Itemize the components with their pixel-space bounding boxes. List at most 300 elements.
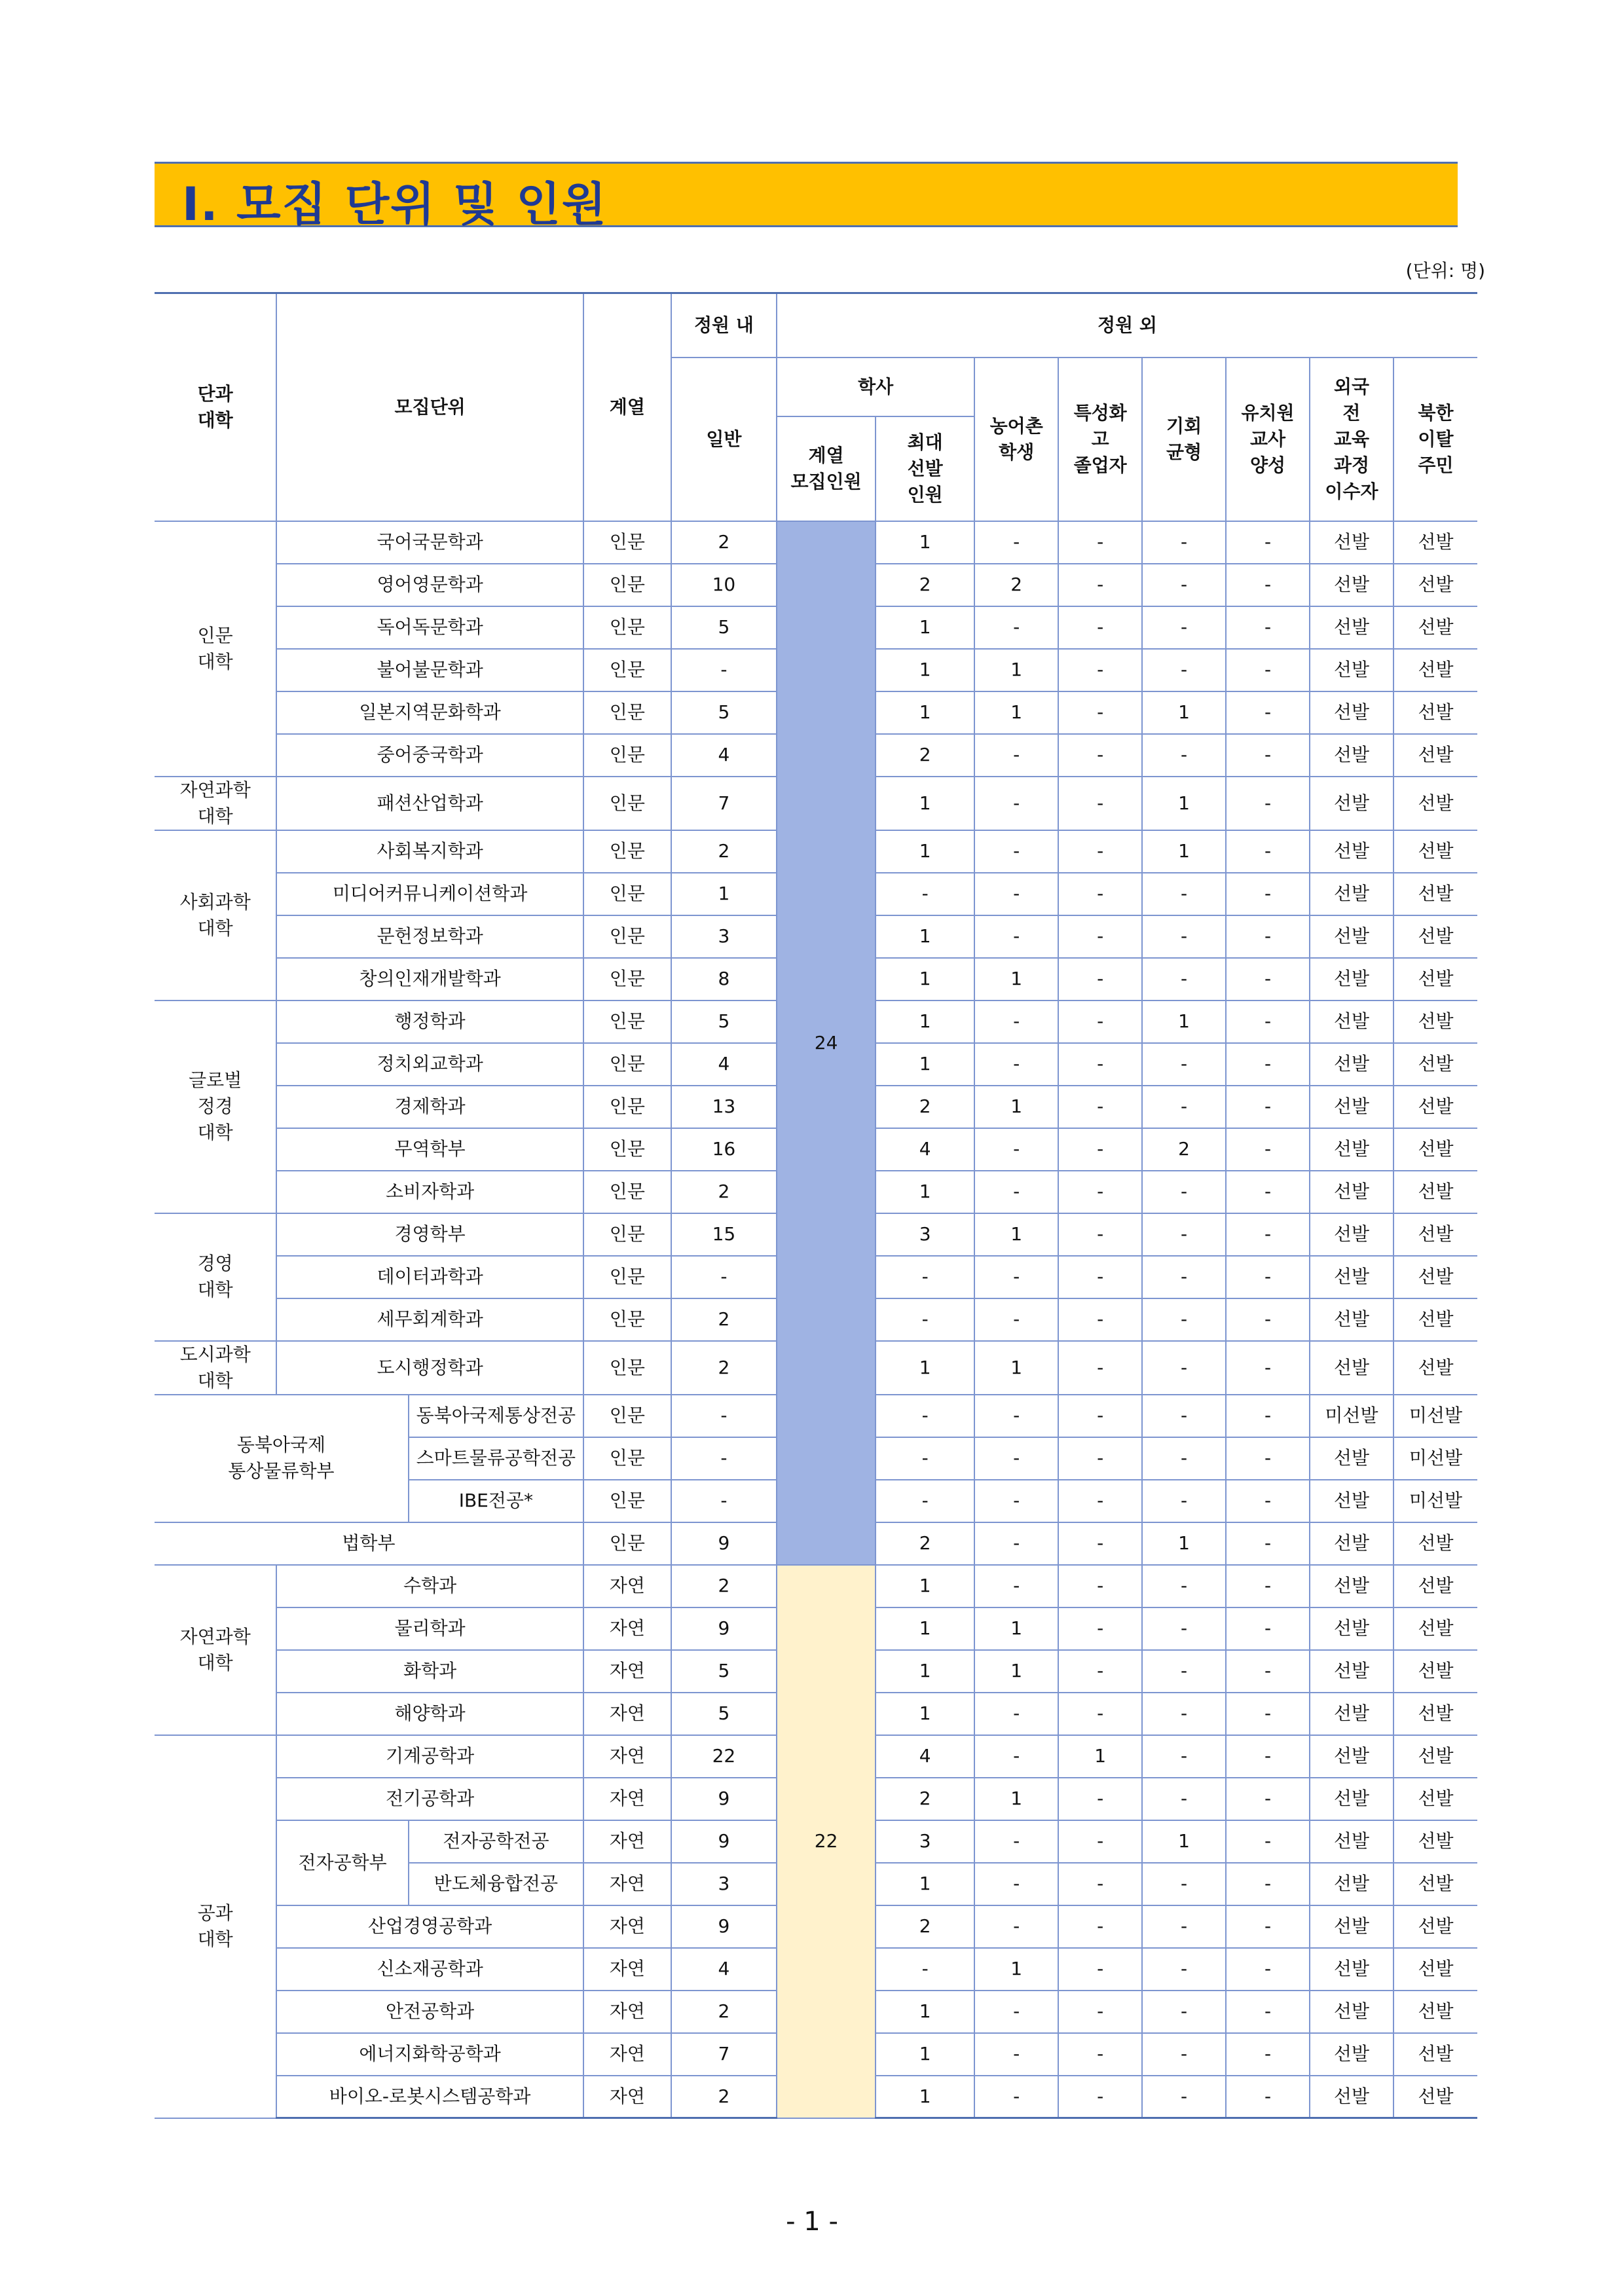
general-cell: 8 [671,958,777,1001]
vocational-cell: - [1058,734,1142,777]
vocational-cell: - [1058,1565,1142,1607]
foreign-curriculum-cell: 선발 [1310,1735,1393,1778]
nk-defector-cell: 선발 [1393,1128,1477,1171]
unit-cell: 신소재공학과 [276,1948,583,1991]
equal-opportunity-cell: 1 [1142,1001,1226,1043]
table-row [155,521,1477,564]
equal-opportunity-cell: - [1142,1607,1226,1650]
general-cell: 5 [671,606,777,649]
nk-defector-cell: 선발 [1393,606,1477,649]
vocational-cell: - [1058,1522,1142,1565]
unit-cell: 바이오-로봇시스템공학과 [276,2076,583,2118]
nk-defector-cell: 선발 [1393,1991,1477,2033]
equal-opportunity-cell: - [1142,1693,1226,1735]
foreign-curriculum-cell: 선발 [1310,564,1393,606]
unit-cell: 에너지화학공학과 [276,2033,583,2076]
nk-defector-cell: 선발 [1393,1693,1477,1735]
equal-opportunity-cell: - [1142,915,1226,958]
unit-cell: 해양학과 [276,1693,583,1735]
kindergarten-cell: - [1226,606,1310,649]
header-outside-quota: 정원 외 [777,293,1477,358]
foreign-curriculum-cell: 선발 [1310,1001,1393,1043]
unit-cell: 문헌정보학과 [276,915,583,958]
general-cell: 2 [671,1298,777,1341]
general-cell: - [671,649,777,691]
rural-cell: 2 [974,564,1058,606]
nk-defector-cell: 선발 [1393,521,1477,564]
foreign-curriculum-cell: 선발 [1310,1086,1393,1128]
unit-cell: 물리학과 [276,1607,583,1650]
general-cell: 16 [671,1128,777,1171]
sub-unit-cell: 전자공학전공 [409,1820,583,1863]
nk-defector-cell: 선발 [1393,1735,1477,1778]
vocational-cell: - [1058,1991,1142,2033]
track-cell: 인문 [583,691,671,734]
track-cell: 인문 [583,1213,671,1256]
nk-defector-cell: 선발 [1393,1905,1477,1948]
table-row [155,1565,1477,1607]
header-kindergarten: 유치원 교사 양성 [1226,358,1310,521]
max-select-cell: 2 [876,1086,974,1128]
unit-cell: 무역학부 [276,1128,583,1171]
general-cell: 9 [671,1820,777,1863]
nk-defector-cell: 선발 [1393,734,1477,777]
equal-opportunity-cell: - [1142,1778,1226,1820]
unit-cell: 사회복지학과 [276,830,583,873]
section-title: I. 모집 단위 및 인원 [182,177,608,231]
unit-cell: 정치외교학과 [276,1043,583,1086]
vocational-cell: - [1058,1863,1142,1905]
header-bachelor: 학사 [777,358,974,416]
vocational-cell: - [1058,564,1142,606]
foreign-curriculum-cell: 선발 [1310,1565,1393,1607]
nk-defector-cell: 선발 [1393,691,1477,734]
vocational-cell: 1 [1058,1735,1142,1778]
unit-cell: 영어영문학과 [276,564,583,606]
equal-opportunity-cell: 1 [1142,691,1226,734]
sub-unit-cell: 반도체융합전공 [409,1863,583,1905]
foreign-curriculum-cell: 미선발 [1310,1395,1393,1437]
equal-opportunity-cell: - [1142,1650,1226,1693]
foreign-curriculum-cell: 선발 [1310,873,1393,915]
general-cell: 7 [671,2033,777,2076]
track-cell: 자연 [583,1565,671,1607]
rural-cell: - [974,1437,1058,1480]
track-cell: 인문 [583,1001,671,1043]
kindergarten-cell: - [1226,1820,1310,1863]
foreign-curriculum-cell: 선발 [1310,1778,1393,1820]
rural-cell: - [974,1522,1058,1565]
vocational-cell: - [1058,1607,1142,1650]
nk-defector-cell: 선발 [1393,873,1477,915]
rural-cell: - [974,1863,1058,1905]
track-cell: 인문 [583,649,671,691]
unit-cell: 불어불문학과 [276,649,583,691]
nk-defector-cell: 선발 [1393,1820,1477,1863]
max-select-cell: 1 [876,521,974,564]
foreign-curriculum-cell: 선발 [1310,1213,1393,1256]
unit-cell: IBE전공* [409,1480,583,1522]
rural-cell: 1 [974,1650,1058,1693]
kindergarten-cell: - [1226,1395,1310,1437]
equal-opportunity-cell: - [1142,564,1226,606]
unit-cell: 전기공학과 [276,1778,583,1820]
track-cell: 인문 [583,777,671,830]
max-select-cell: 1 [876,691,974,734]
kindergarten-cell: - [1226,1650,1310,1693]
general-cell: 5 [671,1001,777,1043]
kindergarten-cell: - [1226,958,1310,1001]
foreign-curriculum-cell: 선발 [1310,777,1393,830]
kindergarten-cell: - [1226,1341,1310,1395]
nk-defector-cell: 선발 [1393,2033,1477,2076]
vocational-cell: - [1058,1043,1142,1086]
kindergarten-cell: - [1226,521,1310,564]
general-cell: 2 [671,830,777,873]
nk-defector-cell: 선발 [1393,1213,1477,1256]
max-select-cell: - [876,873,974,915]
college-cell: 자연과학 대학 [155,1565,276,1735]
max-select-cell: 1 [876,2033,974,2076]
section-title-bar [155,162,1458,231]
unit-cell: 패션산업학과 [276,777,583,830]
kindergarten-cell: - [1226,1522,1310,1565]
kindergarten-cell: - [1226,873,1310,915]
rural-cell: - [974,915,1058,958]
equal-opportunity-cell: 1 [1142,777,1226,830]
equal-opportunity-cell: 1 [1142,1820,1226,1863]
max-select-cell: 1 [876,777,974,830]
max-select-cell: 2 [876,1522,974,1565]
track-cell: 인문 [583,1171,671,1213]
kindergarten-cell: - [1226,1735,1310,1778]
foreign-curriculum-cell: 선발 [1310,2033,1393,2076]
general-cell: - [671,1480,777,1522]
foreign-curriculum-cell: 선발 [1310,1480,1393,1522]
nk-defector-cell: 선발 [1393,1256,1477,1298]
track-cell: 자연 [583,1991,671,2033]
general-cell: 2 [671,521,777,564]
header-inside-quota: 정원 내 [671,293,777,358]
general-cell: 15 [671,1213,777,1256]
general-cell: 3 [671,915,777,958]
college-cell: 사회과학 대학 [155,830,276,1001]
track-cell: 자연 [583,1948,671,1991]
nk-defector-cell: 미선발 [1393,1395,1477,1437]
foreign-curriculum-cell: 선발 [1310,521,1393,564]
unit-cell: 안전공학과 [276,1991,583,2033]
equal-opportunity-cell: - [1142,1948,1226,1991]
rural-cell: - [974,1905,1058,1948]
college-cell: 글로벌 정경 대학 [155,1001,276,1213]
nk-defector-cell: 선발 [1393,1086,1477,1128]
nk-defector-cell: 선발 [1393,915,1477,958]
college-cell: 인문 대학 [155,521,276,777]
rural-cell: 1 [974,1778,1058,1820]
equal-opportunity-cell: - [1142,2033,1226,2076]
general-cell: 9 [671,1522,777,1565]
general-cell: 2 [671,1991,777,2033]
humanities-total-cell: 24 [777,521,876,1565]
max-select-cell: 2 [876,1778,974,1820]
foreign-curriculum-cell: 선발 [1310,1128,1393,1171]
kindergarten-cell: - [1226,1437,1310,1480]
nk-defector-cell: 선발 [1393,777,1477,830]
foreign-curriculum-cell: 선발 [1310,2076,1393,2118]
rural-cell: - [974,2033,1058,2076]
nk-defector-cell: 선발 [1393,1650,1477,1693]
general-cell: 10 [671,564,777,606]
track-cell: 인문 [583,1395,671,1437]
general-cell: 2 [671,1171,777,1213]
kindergarten-cell: - [1226,691,1310,734]
kindergarten-cell: - [1226,915,1310,958]
header-general: 일반 [671,358,777,521]
track-cell: 인문 [583,873,671,915]
general-cell: 5 [671,691,777,734]
equal-opportunity-cell: 1 [1142,1522,1226,1565]
rural-cell: - [974,1735,1058,1778]
kindergarten-cell: - [1226,1086,1310,1128]
nk-defector-cell: 선발 [1393,1778,1477,1820]
vocational-cell: - [1058,1778,1142,1820]
equal-opportunity-cell: - [1142,1565,1226,1607]
kindergarten-cell: - [1226,1043,1310,1086]
track-cell: 자연 [583,1607,671,1650]
equal-opportunity-cell: - [1142,1395,1226,1437]
nk-defector-cell: 선발 [1393,1341,1477,1395]
kindergarten-cell: - [1226,2033,1310,2076]
rural-cell: 1 [974,958,1058,1001]
track-cell: 자연 [583,1863,671,1905]
header-nk-defector: 북한 이탈 주민 [1393,358,1477,521]
unit-cell: 기계공학과 [276,1735,583,1778]
rural-cell: - [974,777,1058,830]
rural-cell: 1 [974,1948,1058,1991]
equal-opportunity-cell: - [1142,1256,1226,1298]
kindergarten-cell: - [1226,1693,1310,1735]
track-cell: 인문 [583,1256,671,1298]
max-select-cell: - [876,1256,974,1298]
track-cell: 인문 [583,606,671,649]
rural-cell: - [974,1128,1058,1171]
general-cell: 5 [671,1650,777,1693]
max-select-cell: 1 [876,1565,974,1607]
rural-cell: - [974,2076,1058,2118]
general-cell: 9 [671,1905,777,1948]
kindergarten-cell: - [1226,1001,1310,1043]
vocational-cell: - [1058,958,1142,1001]
general-cell: 4 [671,1948,777,1991]
track-cell: 자연 [583,1693,671,1735]
nk-defector-cell: 선발 [1393,1863,1477,1905]
vocational-cell: - [1058,1298,1142,1341]
vocational-cell: - [1058,2033,1142,2076]
vocational-cell: - [1058,1395,1142,1437]
rural-cell: - [974,873,1058,915]
track-cell: 인문 [583,1043,671,1086]
rural-cell: - [974,1395,1058,1437]
kindergarten-cell: - [1226,1905,1310,1948]
max-select-cell: 1 [876,958,974,1001]
rural-cell: - [974,1480,1058,1522]
vocational-cell: - [1058,2076,1142,2118]
track-cell: 인문 [583,521,671,564]
general-cell: 5 [671,1693,777,1735]
equal-opportunity-cell: - [1142,1043,1226,1086]
unit-cell: 독어독문학과 [276,606,583,649]
track-cell: 인문 [583,1341,671,1395]
rural-cell: 1 [974,1213,1058,1256]
nk-defector-cell: 선발 [1393,1948,1477,1991]
equal-opportunity-cell: - [1142,521,1226,564]
rural-cell: 1 [974,649,1058,691]
foreign-curriculum-cell: 선발 [1310,1650,1393,1693]
header-college: 단과 대학 [155,293,276,521]
vocational-cell: - [1058,691,1142,734]
foreign-curriculum-cell: 선발 [1310,734,1393,777]
unit-cell: 행정학과 [276,1001,583,1043]
vocational-cell: - [1058,1650,1142,1693]
equal-opportunity-cell: - [1142,1298,1226,1341]
nk-defector-cell: 선발 [1393,1522,1477,1565]
rural-cell: 1 [974,1086,1058,1128]
track-cell: 인문 [583,564,671,606]
unit-cell: 일본지역문화학과 [276,691,583,734]
kindergarten-cell: - [1226,1778,1310,1820]
general-cell: 9 [671,1607,777,1650]
header-max-select: 최대 선발 인원 [876,416,974,521]
unit-cell: 국어국문학과 [276,521,583,564]
max-select-cell: 1 [876,1043,974,1086]
general-cell: 4 [671,734,777,777]
max-select-cell: 1 [876,1693,974,1735]
unit-cell: 데이터과학과 [276,1256,583,1298]
rural-cell: - [974,521,1058,564]
max-select-cell: 1 [876,649,974,691]
track-cell: 인문 [583,830,671,873]
kindergarten-cell: - [1226,1480,1310,1522]
foreign-curriculum-cell: 선발 [1310,830,1393,873]
kindergarten-cell: - [1226,1256,1310,1298]
vocational-cell: - [1058,915,1142,958]
equal-opportunity-cell: - [1142,873,1226,915]
page-number: - 1 - [786,2207,838,2237]
max-select-cell: 4 [876,1735,974,1778]
foreign-curriculum-cell: 선발 [1310,1043,1393,1086]
track-cell: 인문 [583,734,671,777]
unit-cell: 산업경영공학과 [276,1905,583,1948]
vocational-cell: - [1058,873,1142,915]
max-select-cell: 2 [876,1905,974,1948]
max-select-cell: - [876,1298,974,1341]
vocational-cell: - [1058,1820,1142,1863]
header-vocational: 특성화 고 졸업자 [1058,358,1142,521]
nk-defector-cell: 선발 [1393,2076,1477,2118]
track-cell: 인문 [583,1128,671,1171]
kindergarten-cell: - [1226,1991,1310,2033]
rural-cell: - [974,1298,1058,1341]
kindergarten-cell: - [1226,649,1310,691]
max-select-cell: 1 [876,606,974,649]
kindergarten-cell: - [1226,1863,1310,1905]
foreign-curriculum-cell: 선발 [1310,1863,1393,1905]
header-foreign-curriculum: 외국 전 교육 과정 이수자 [1310,358,1393,521]
track-cell: 자연 [583,1820,671,1863]
nk-defector-cell: 선발 [1393,1043,1477,1086]
nk-defector-cell: 선발 [1393,958,1477,1001]
foreign-curriculum-cell: 선발 [1310,915,1393,958]
vocational-cell: - [1058,649,1142,691]
equal-opportunity-cell: - [1142,734,1226,777]
unit-cell: 수학과 [276,1565,583,1607]
vocational-cell: - [1058,777,1142,830]
equal-opportunity-cell: - [1142,958,1226,1001]
foreign-curriculum-cell: 선발 [1310,1820,1393,1863]
track-cell: 자연 [583,1905,671,1948]
foreign-curriculum-cell: 선발 [1310,1171,1393,1213]
track-cell: 인문 [583,915,671,958]
track-cell: 자연 [583,1735,671,1778]
header-track-recruit: 계열 모집인원 [777,416,876,521]
vocational-cell: - [1058,1905,1142,1948]
equal-opportunity-cell: - [1142,1735,1226,1778]
general-cell: - [671,1437,777,1480]
track-cell: 자연 [583,1778,671,1820]
max-select-cell: 3 [876,1213,974,1256]
max-select-cell: 3 [876,1820,974,1863]
track-cell: 인문 [583,1522,671,1565]
unit-cell: 창의인재개발학과 [276,958,583,1001]
foreign-curriculum-cell: 선발 [1310,1905,1393,1948]
track-cell: 인문 [583,958,671,1001]
kindergarten-cell: - [1226,734,1310,777]
equal-opportunity-cell: - [1142,1437,1226,1480]
max-select-cell: 1 [876,1171,974,1213]
kindergarten-cell: - [1226,1128,1310,1171]
rural-cell: 1 [974,1607,1058,1650]
nk-defector-cell: 선발 [1393,1298,1477,1341]
equal-opportunity-cell: - [1142,1480,1226,1522]
max-select-cell: 1 [876,1650,974,1693]
kindergarten-cell: - [1226,777,1310,830]
unit-cell: 전자공학부 [276,1820,408,1905]
equal-opportunity-cell: 1 [1142,830,1226,873]
vocational-cell: - [1058,1001,1142,1043]
general-cell: 3 [671,1863,777,1905]
kindergarten-cell: - [1226,1948,1310,1991]
max-select-cell: 2 [876,564,974,606]
max-select-cell: - [876,1480,974,1522]
equal-opportunity-cell: - [1142,1171,1226,1213]
rural-cell: - [974,734,1058,777]
kindergarten-cell: - [1226,564,1310,606]
max-select-cell: 1 [876,1991,974,2033]
kindergarten-cell: - [1226,1607,1310,1650]
equal-opportunity-cell: - [1142,1341,1226,1395]
foreign-curriculum-cell: 선발 [1310,691,1393,734]
general-cell: 22 [671,1735,777,1778]
vocational-cell: - [1058,1086,1142,1128]
general-cell: 2 [671,1341,777,1395]
track-cell: 인문 [583,1086,671,1128]
unit-cell: 미디어커뮤니케이션학과 [276,873,583,915]
kindergarten-cell: - [1226,830,1310,873]
max-select-cell: 2 [876,734,974,777]
rural-cell: - [974,1171,1058,1213]
nk-defector-cell: 미선발 [1393,1437,1477,1480]
foreign-curriculum-cell: 선발 [1310,1341,1393,1395]
